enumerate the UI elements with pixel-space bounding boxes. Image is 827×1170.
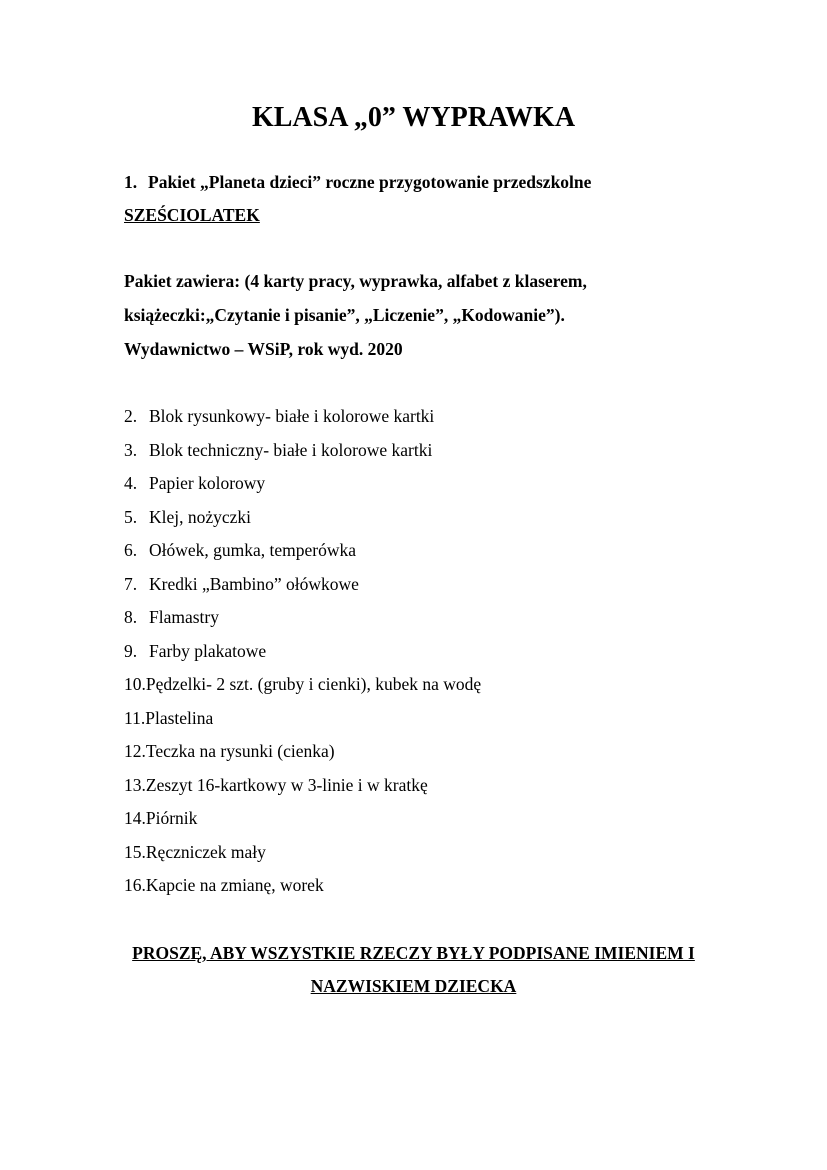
list-item-number: 16. bbox=[124, 875, 146, 895]
list-item-1 bbox=[124, 170, 591, 194]
list-item bbox=[124, 706, 481, 740]
supply-list bbox=[124, 404, 481, 907]
list-item-text: Kredki „Bambino” ołówkowe bbox=[149, 573, 359, 594]
notice-line: PROSZĘ, ABY WSZYSTKIE RZECZY BYŁY PODPISANE IMIENIEM I bbox=[132, 943, 695, 963]
list-item bbox=[124, 739, 481, 773]
list-item bbox=[124, 538, 481, 572]
list-item bbox=[124, 773, 481, 807]
list-item-text: Farby plakatowe bbox=[149, 640, 267, 661]
list-item-number: 2. bbox=[124, 406, 138, 426]
list-item-number: 7. bbox=[124, 573, 138, 594]
item-subtitle: SZEŚCIOLATEK bbox=[124, 205, 260, 225]
list-item bbox=[124, 873, 481, 907]
list-item-text: Blok rysunkowy- białe i kolorowe kartki bbox=[149, 406, 435, 426]
list-item-text: Pakiet „Planeta dzieci” roczne przygotowanie przedszkolne bbox=[148, 172, 592, 192]
list-item-number: 12. bbox=[124, 741, 146, 761]
list-item bbox=[124, 840, 481, 874]
list-item-text: Blok techniczny- białe i kolorowe kartki bbox=[149, 439, 433, 460]
package-description bbox=[124, 269, 587, 371]
list-item-text: Zeszyt 16-kartkowy w 3-linie i w kratkę bbox=[145, 774, 428, 795]
list-item-number: 10. bbox=[124, 674, 146, 694]
list-item bbox=[124, 672, 481, 706]
package-line: książeczki:„Czytanie i pisanie”, „Liczenie”, „Kodowanie”). bbox=[124, 305, 565, 325]
list-item bbox=[124, 438, 481, 472]
list-item bbox=[124, 471, 481, 505]
list-item-number: 14. bbox=[124, 808, 146, 828]
list-item-number: 6. bbox=[124, 540, 138, 560]
list-item-text: Plastelina bbox=[145, 707, 214, 728]
list-item-text: Ołówek, gumka, temperówka bbox=[149, 540, 357, 560]
package-line: Wydawnictwo – WSiP, rok wyd. 2020 bbox=[124, 339, 403, 359]
list-item-text: Pędzelki- 2 szt. (gruby i cienki), kubek na wodę bbox=[145, 674, 482, 694]
list-item bbox=[124, 404, 481, 438]
list-item-number: 1. bbox=[124, 172, 138, 192]
list-item-text: Flamastry bbox=[149, 607, 219, 627]
list-item-number: 8. bbox=[124, 607, 138, 627]
list-item bbox=[124, 639, 481, 673]
notice-line: NAZWISKIEM DZIECKA bbox=[310, 976, 517, 996]
list-item-text: Piórnik bbox=[145, 808, 198, 828]
list-item-text: Klej, nożyczki bbox=[149, 506, 252, 527]
list-item bbox=[124, 572, 481, 606]
list-item bbox=[124, 605, 481, 639]
list-item-number: 9. bbox=[124, 640, 138, 661]
list-item-number: 15. bbox=[124, 841, 146, 862]
list-item-number: 3. bbox=[124, 439, 138, 460]
list-item bbox=[124, 505, 481, 539]
list-item-number: 13. bbox=[124, 774, 146, 795]
package-line: Pakiet zawiera: (4 karty pracy, wyprawka, alfabet z klaserem, bbox=[124, 271, 587, 291]
list-item-number: 5. bbox=[124, 506, 138, 527]
list-item-number: 4. bbox=[124, 473, 138, 493]
list-item bbox=[124, 806, 481, 840]
list-item-text: Ręczniczek mały bbox=[145, 841, 266, 862]
notice bbox=[0, 941, 827, 1007]
list-item-text: Kapcie na zmianę, worek bbox=[145, 875, 324, 895]
list-item-text: Papier kolorowy bbox=[149, 473, 266, 493]
list-item-number: 11. bbox=[124, 707, 146, 728]
list-item-text: Teczka na rysunki (cienka) bbox=[145, 741, 335, 761]
page-title: KLASA „0” WYPRAWKA bbox=[251, 102, 576, 133]
